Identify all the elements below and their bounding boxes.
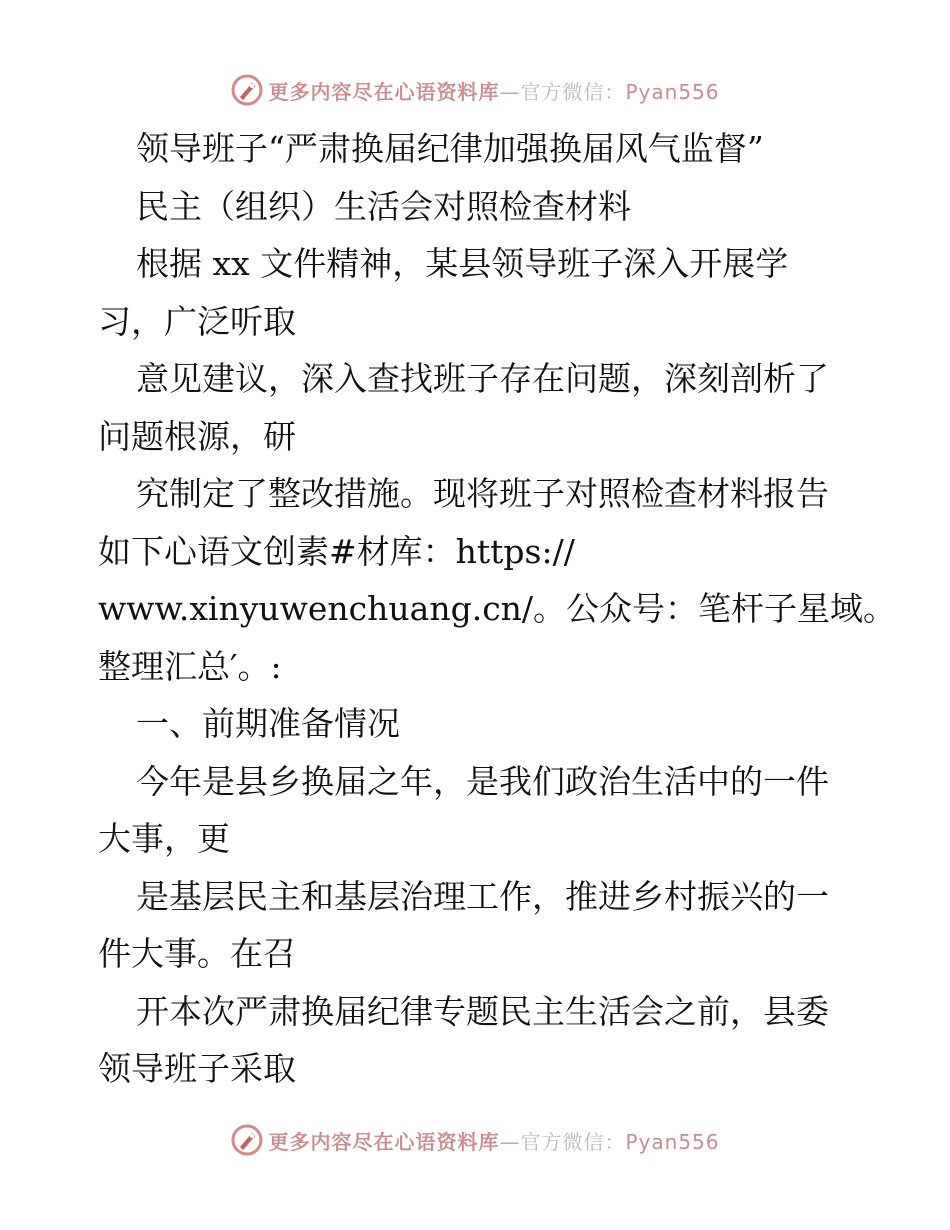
watermark-wechat-label: 官方微信： [520,1129,626,1154]
section-heading: 一、前期准备情况 [136,704,400,743]
watermark-wechat-id: Pyan556 [625,79,720,104]
paragraph-line: 件大事。在召 [98,934,296,973]
paragraph-line: 问题根源，研 [98,416,296,456]
watermark-wechat-label: 官方微信： [520,79,626,104]
paragraph-line: 开本次严肃换届纪律专题民主生活会之前，县委 [136,991,829,1031]
paragraph-line: 意见建议，深入查找班子存在问题，深刻剖析了 [136,359,829,398]
pen-nib-seal-icon [230,1123,264,1157]
doc-title-line-2: 民主（组织）生活会对照检查材料 [136,186,631,226]
paragraph-line: 领导班子采取 [98,1049,296,1088]
doc-title-line-1: 领导班子“严肃换届纪律加强换届风气监督” [136,129,764,168]
paragraph-line: 大事，更 [98,819,230,858]
footer-watermark-banner [0,1120,950,1160]
paragraph-line: www.xinyuwenchuang.cn/。公众号：笔杆子星域。 [98,589,897,628]
paragraph-line: 习，广泛听取 [98,301,296,341]
pen-nib-seal-icon [230,73,264,107]
watermark-separator: — [499,79,521,104]
watermark-wechat-id: Pyan556 [625,1129,720,1154]
watermark-brand-text: 更多内容尽在心语资料库 [268,79,500,104]
paragraph-line: 根据 xx 文件精神，某县领导班子深入开展学 [136,244,789,283]
paragraph-line: 是基层民主和基层治理工作，推进乡村振兴的一 [136,876,829,916]
watermark-separator: — [499,1129,521,1154]
paragraph-line: 今年是县乡换届之年，是我们政治生活中的一件 [136,761,829,801]
header-watermark-banner [0,70,950,110]
paragraph-line: 究制定了整改措施。现将班子对照检查材料报告 [136,474,829,513]
paragraph-line: 如下心语文创素#材库：https:// [98,531,575,571]
document-body [98,120,897,1098]
watermark-brand-text: 更多内容尽在心语资料库 [268,1129,500,1154]
paragraph-line: 整理汇总′。: [98,646,282,686]
